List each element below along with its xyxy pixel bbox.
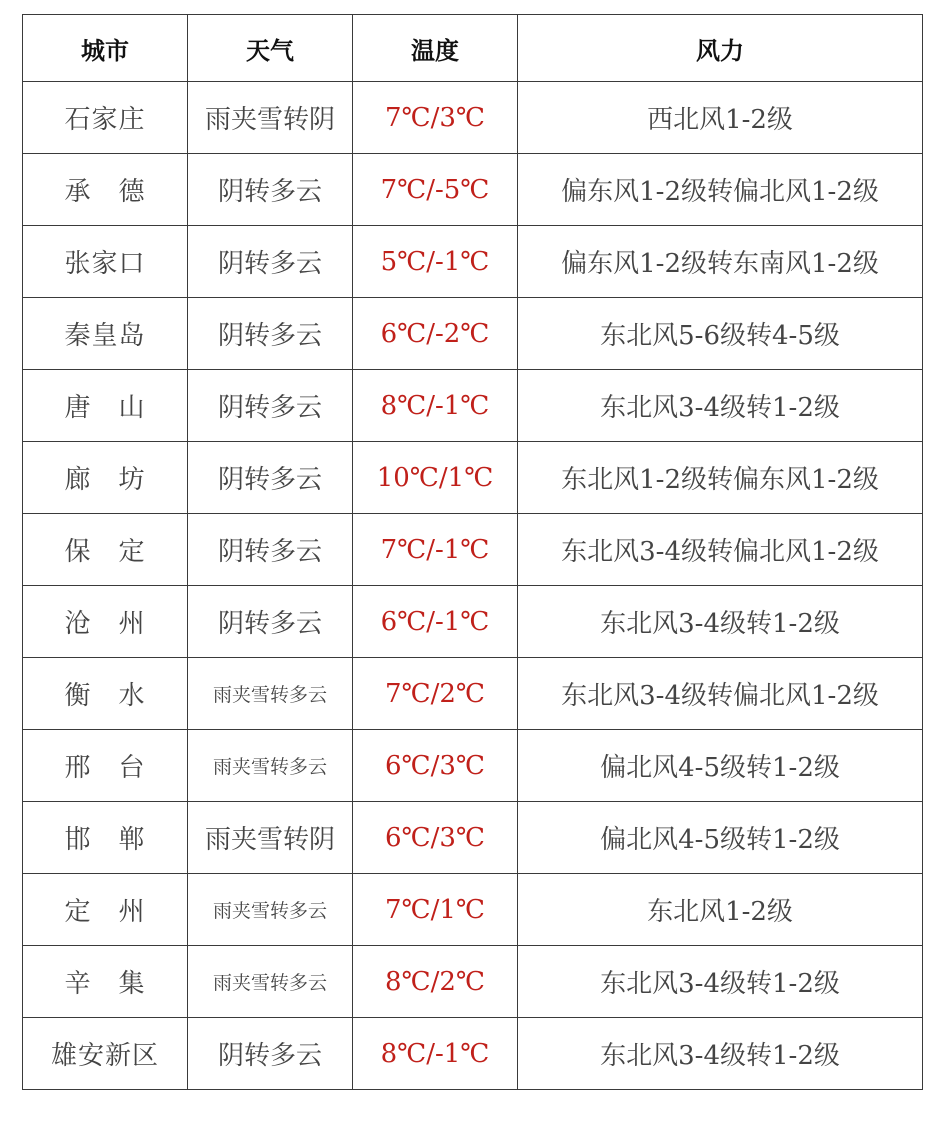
temperature-cell: 8℃/2℃	[353, 946, 518, 1018]
temperature-cell: 8℃/-1℃	[353, 370, 518, 442]
wind-cell: 东北风3-4级转1-2级	[518, 586, 923, 658]
temperature-cell: 7℃/1℃	[353, 874, 518, 946]
wind-cell: 西北风1-2级	[518, 82, 923, 154]
table-row	[23, 226, 923, 298]
temperature-cell: 6℃/3℃	[353, 730, 518, 802]
city-cell: 廊 坊	[23, 442, 188, 514]
temperature-cell: 10℃/1℃	[353, 442, 518, 514]
table-row	[23, 370, 923, 442]
city-cell: 秦皇岛	[23, 298, 188, 370]
wind-cell: 东北风3-4级转1-2级	[518, 370, 923, 442]
header-city: 城市	[23, 15, 188, 82]
weather-cell: 阴转多云	[188, 226, 353, 298]
city-cell: 唐 山	[23, 370, 188, 442]
weather-cell: 雨夹雪转多云	[188, 658, 353, 730]
weather-cell: 阴转多云	[188, 1018, 353, 1090]
temperature-cell: 5℃/-1℃	[353, 226, 518, 298]
wind-cell: 偏北风4-5级转1-2级	[518, 802, 923, 874]
city-cell: 定 州	[23, 874, 188, 946]
weather-forecast-table	[22, 14, 923, 1090]
city-cell: 沧 州	[23, 586, 188, 658]
weather-cell: 雨夹雪转多云	[188, 730, 353, 802]
temperature-cell: 7℃/2℃	[353, 658, 518, 730]
wind-cell: 东北风3-4级转偏北风1-2级	[518, 658, 923, 730]
wind-cell: 偏东风1-2级转东南风1-2级	[518, 226, 923, 298]
table-header-row	[23, 15, 923, 82]
header-weather: 天气	[188, 15, 353, 82]
city-cell: 辛 集	[23, 946, 188, 1018]
weather-cell: 阴转多云	[188, 514, 353, 586]
temperature-cell: 6℃/-1℃	[353, 586, 518, 658]
city-cell: 张家口	[23, 226, 188, 298]
table-row	[23, 442, 923, 514]
city-cell: 邢 台	[23, 730, 188, 802]
city-cell: 衡 水	[23, 658, 188, 730]
table-row	[23, 514, 923, 586]
wind-cell: 东北风3-4级转1-2级	[518, 1018, 923, 1090]
wind-cell: 东北风5-6级转4-5级	[518, 298, 923, 370]
weather-cell: 阴转多云	[188, 154, 353, 226]
weather-cell: 雨夹雪转阴	[188, 82, 353, 154]
temperature-cell: 8℃/-1℃	[353, 1018, 518, 1090]
city-cell: 承 德	[23, 154, 188, 226]
temperature-cell: 6℃/3℃	[353, 802, 518, 874]
wind-cell: 东北风1-2级转偏东风1-2级	[518, 442, 923, 514]
temperature-cell: 7℃/-1℃	[353, 514, 518, 586]
wind-cell: 东北风3-4级转偏北风1-2级	[518, 514, 923, 586]
table-row	[23, 1018, 923, 1090]
table-row	[23, 154, 923, 226]
city-cell: 邯 郸	[23, 802, 188, 874]
city-cell: 石家庄	[23, 82, 188, 154]
table-row	[23, 874, 923, 946]
temperature-cell: 7℃/3℃	[353, 82, 518, 154]
table-row	[23, 802, 923, 874]
weather-cell: 阴转多云	[188, 442, 353, 514]
weather-cell: 阴转多云	[188, 586, 353, 658]
wind-cell: 东北风3-4级转1-2级	[518, 946, 923, 1018]
temperature-cell: 7℃/-5℃	[353, 154, 518, 226]
table-row	[23, 946, 923, 1018]
wind-cell: 偏北风4-5级转1-2级	[518, 730, 923, 802]
city-cell: 保 定	[23, 514, 188, 586]
weather-cell: 雨夹雪转多云	[188, 946, 353, 1018]
table-row	[23, 586, 923, 658]
city-cell: 雄安新区	[23, 1018, 188, 1090]
weather-cell: 雨夹雪转阴	[188, 802, 353, 874]
table-row	[23, 82, 923, 154]
table-row	[23, 298, 923, 370]
table-row	[23, 730, 923, 802]
wind-cell: 偏东风1-2级转偏北风1-2级	[518, 154, 923, 226]
weather-cell: 阴转多云	[188, 370, 353, 442]
header-temperature: 温度	[353, 15, 518, 82]
wind-cell: 东北风1-2级	[518, 874, 923, 946]
weather-cell: 阴转多云	[188, 298, 353, 370]
header-wind: 风力	[518, 15, 923, 82]
weather-cell: 雨夹雪转多云	[188, 874, 353, 946]
temperature-cell: 6℃/-2℃	[353, 298, 518, 370]
table-row	[23, 658, 923, 730]
